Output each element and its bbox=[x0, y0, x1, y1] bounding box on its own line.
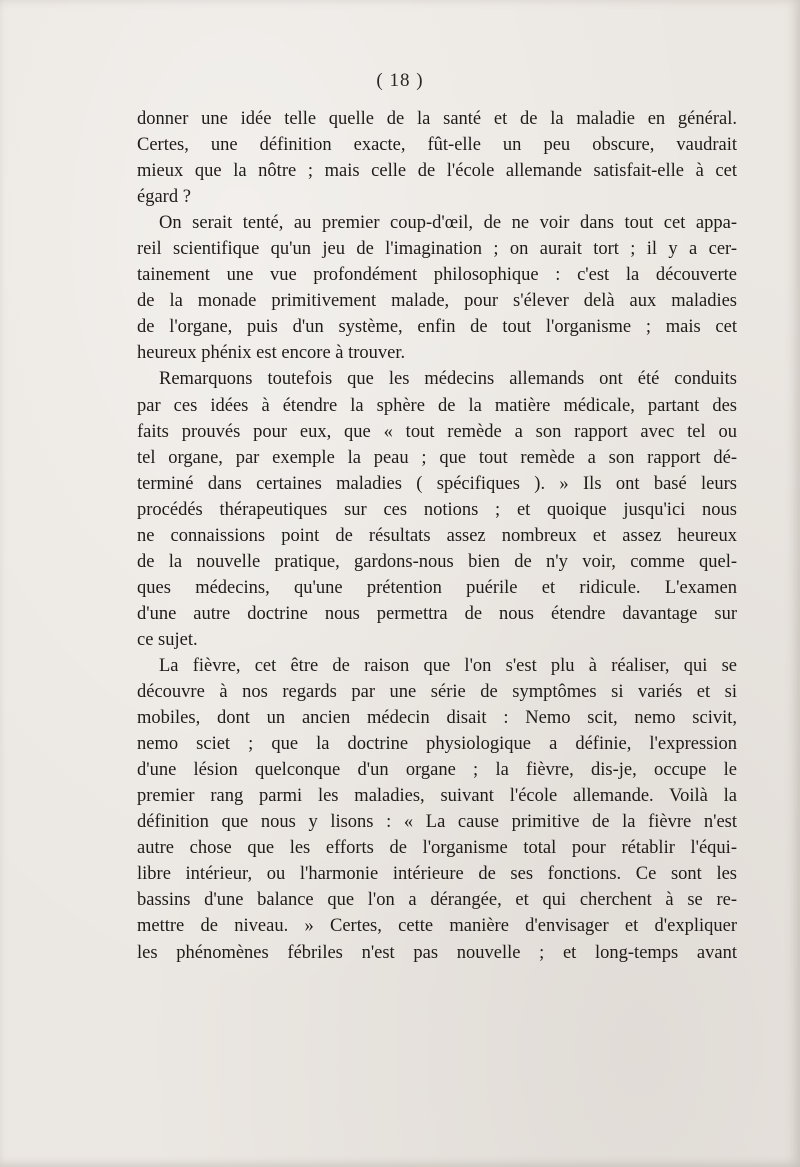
text-line: mieux que la nôtre ; mais celle de l'école allemande satisfait-elle à cet bbox=[137, 161, 737, 182]
text-line: bassins d'une balance que l'on a dérangée, et qui cherchent à se re- bbox=[137, 890, 737, 911]
text-line: mettre de niveau. » Certes, cette manière d'envisager et d'expliquer bbox=[137, 916, 737, 937]
text-line: définition que nous y lisons : « La cause primitive de la fièvre n'est bbox=[137, 812, 737, 833]
text-line: d'une autre doctrine nous permettra de nous étendre davantage sur bbox=[137, 603, 737, 624]
text-line: procédés thérapeutiques sur ces notions ; et quoique jusqu'ici nous bbox=[137, 499, 737, 520]
text-line: libre intérieur, ou l'harmonie intérieure de ses fonctions. Ce sont les bbox=[137, 864, 737, 885]
text-line: Remarquons toutefois que les médecins allemands ont été conduits bbox=[159, 369, 737, 390]
text-line: terminé dans certaines maladies ( spécifiques ). » Ils ont basé leurs bbox=[137, 473, 737, 494]
text-line: tainement une vue profondément philosophique : c'est la découverte bbox=[137, 265, 737, 286]
text-line: nemo sciet ; que la doctrine physiologique a définie, l'expression bbox=[137, 734, 737, 755]
text-line: La fièvre, cet être de raison que l'on s'est plu à réaliser, qui se bbox=[159, 655, 737, 676]
text-line: de la nouvelle pratique, gardons-nous bien de n'y voir, comme quel- bbox=[137, 551, 737, 572]
text-line: On serait tenté, au premier coup-d'œil, de ne voir dans tout cet appa- bbox=[159, 213, 737, 234]
text-line: ques médecins, qu'une prétention puérile et ridicule. L'examen bbox=[137, 577, 737, 598]
text-line: tel organe, par exemple la peau ; que tout remède a son rapport dé- bbox=[137, 447, 737, 468]
text-line: ne connaissions point de résultats assez nombreux et assez heureux bbox=[137, 525, 737, 546]
text-line: faits prouvés pour eux, que « tout remède a son rapport avec tel ou bbox=[137, 421, 737, 442]
text-line: premier rang parmi les maladies, suivant l'école allemande. Voilà la bbox=[137, 786, 737, 807]
text-line: ce sujet. bbox=[137, 629, 198, 650]
text-line: reil scientifique qu'un jeu de l'imagination ; on aurait tort ; il y a cer- bbox=[137, 239, 737, 260]
text-line: les phénomènes fébriles n'est pas nouvelle ; et long-temps avant bbox=[137, 942, 737, 963]
text-line: par ces idées à étendre la sphère de la matière médicale, partant des bbox=[137, 395, 737, 416]
body-text bbox=[137, 106, 737, 966]
text-line: donner une idée telle quelle de la santé et de la maladie en général. bbox=[137, 109, 737, 129]
text-line: Certes, une définition exacte, fût-elle un peu obscure, vaudrait bbox=[137, 135, 737, 156]
text-line: découvre à nos regards par une série de symptômes si variés et si bbox=[137, 682, 737, 703]
text-line: autre chose que les efforts de l'organisme total pour rétablir l'équi- bbox=[137, 838, 737, 859]
text-line: d'une lésion quelconque d'un organe ; la fièvre, dis-je, occupe le bbox=[137, 760, 737, 781]
text-line: heureux phénix est encore à trouver. bbox=[137, 343, 406, 364]
text-line: égard ? bbox=[137, 187, 191, 208]
text-line: mobiles, dont un ancien médecin disait : Nemo scit, nemo scivit, bbox=[137, 708, 737, 729]
text-line: de l'organe, puis d'un système, enfin de tout l'organisme ; mais cet bbox=[137, 317, 737, 338]
page-number-header: ( 18 ) bbox=[376, 70, 424, 91]
text-line: de la monade primitivement malade, pour s'élever delà aux maladies bbox=[137, 291, 737, 312]
